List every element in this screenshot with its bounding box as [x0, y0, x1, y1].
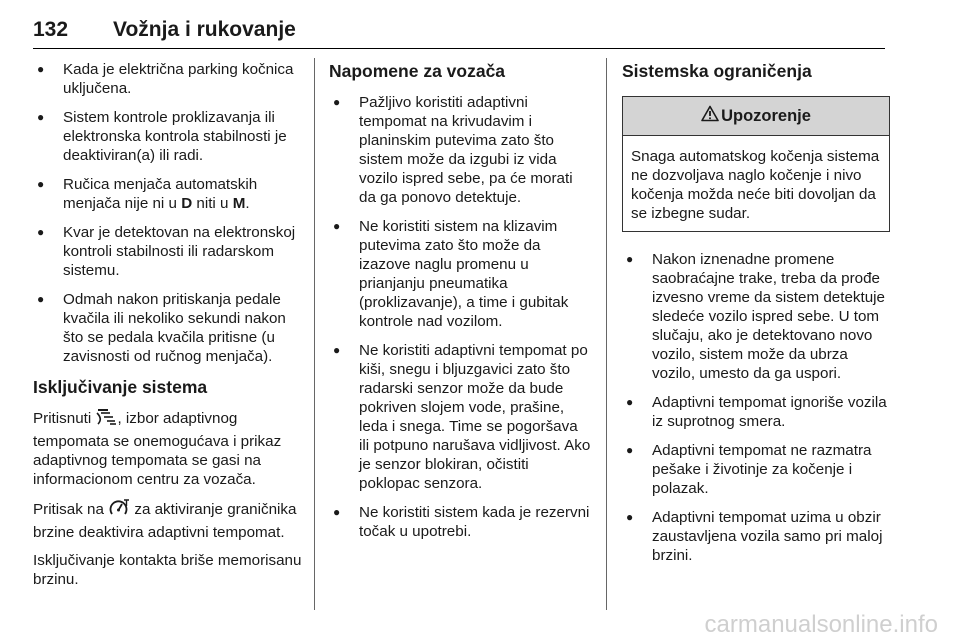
list-item: ● Ne koristiti sistem kada je rezervni točak u upotrebi. — [329, 503, 591, 541]
section-heading: Napomene za vozača — [329, 61, 506, 81]
list-item-text: . — [245, 195, 250, 212]
column-left — [33, 60, 303, 598]
adaptive-cruise-control-icon — [95, 407, 117, 432]
column-divider-left — [314, 58, 315, 610]
list-item-text: Ručica menjača automatskih menjača nije ni u — [63, 176, 258, 212]
list-item: ● Adaptivni tempomat ignoriše vozila iz suprotnog smera. — [622, 393, 890, 431]
section-heading: Sistemska ograničenja — [622, 61, 812, 81]
list-item: ● Pažljivo koristiti adaptivni tempomat na krivudavim i planinskim putevima zato što sistem može da izgubi iz vida vozilo ispred sebe, pa će morati da ga ponovo detektuje. — [329, 93, 591, 207]
warning-title: Upozorenje — [721, 106, 811, 125]
list-item — [33, 175, 303, 213]
list-item: ● Sistem kontrole proklizavanja ili elektronska kontrola stabilnosti je deaktiviran(a) ili radi. — [33, 108, 303, 165]
list-item-text: niti u — [192, 195, 233, 212]
speed-limiter-icon — [108, 498, 130, 523]
list-item: ● Ne koristiti adaptivni tempomat po kiši, snegu i bljuzgavici zato što radarski senzor može da bude pokriven slojem vode, prašine, leda i snega. Time se pogoršava ili potpuno narušava vidljivost. Ako je senzor blokiran, očistiti poklopac senzora. — [329, 341, 591, 493]
column-right — [622, 60, 890, 575]
warning-box — [622, 96, 890, 232]
driver-notes-list — [329, 93, 591, 541]
paragraph — [33, 498, 303, 542]
gear-d-label: D — [181, 195, 193, 212]
section-heading: Isključivanje sistema — [33, 377, 208, 397]
list-item: ● Adaptivni tempomat ne razmatra pešake i životinje za kočenje i polazak. — [622, 441, 890, 498]
page-header — [33, 12, 885, 49]
page-title: Vožnja i rukovanje — [113, 18, 296, 41]
warning-triangle-icon — [701, 105, 719, 127]
list-item: ● Odmah nakon pritiskanja pedale kvačila ili nekoliko sekundi nakon što se pedala kvačila pritisne (u zavisnosti od ručnog menjača). — [33, 290, 303, 366]
paragraph-text: za aktiviranje graničnika brzine deaktivira adaptivni tempomat. — [33, 501, 297, 541]
limitations-list — [622, 250, 890, 565]
conditions-list — [33, 60, 303, 366]
list-item: ● Ne koristiti sistem na klizavim putevima zato što može da izazove naglu promenu u prianjanju pneumatika (proklizavanje), a time i gubitak kontrole nad vozilom. — [329, 217, 591, 331]
list-item: ● Nakon iznenadne promene saobraćajne trake, treba da prođe izvesno vreme da sistem detektuje sledeće vozilo ispred sebe. U tom slučaju, ako je detektovano novo vozilo, sistem može da ubrza vozilo, umesto da ga uspori. — [622, 250, 890, 383]
column-middle — [329, 60, 591, 551]
list-item: ● Kada je električna parking kočnica uključena. — [33, 60, 303, 98]
list-item: ● Adaptivni tempomat uzima u obzir zaustavljena vozila samo pri maloj brzini. — [622, 508, 890, 565]
warning-header — [623, 97, 889, 136]
page-number: 132 — [33, 18, 69, 41]
paragraph-text: , izbor adaptivnog tempomata se onemogućava i prikaz adaptivnog tempomata se gasi na informacionom centru za vozača. — [33, 410, 282, 488]
paragraph — [33, 407, 303, 489]
warning-text: Snaga automatskog kočenja sistema ne dozvoljava naglo kočenje i nivo kočenja možda neće biti dovoljan da se izbegne sudar. — [631, 148, 880, 222]
watermark: carmanualsonline.info — [704, 611, 938, 638]
paragraph: Isključivanje kontakta briše memorisanu brzinu. — [33, 552, 302, 588]
paragraph-text: Pritisnuti — [33, 410, 96, 427]
column-divider-right — [606, 58, 607, 610]
gear-m-label: M — [232, 195, 246, 212]
paragraph-text: Pritisak na — [33, 501, 109, 518]
list-item: ● Kvar je detektovan na elektronskoj kontroli stabilnosti ili radarskom sistemu. — [33, 223, 303, 280]
